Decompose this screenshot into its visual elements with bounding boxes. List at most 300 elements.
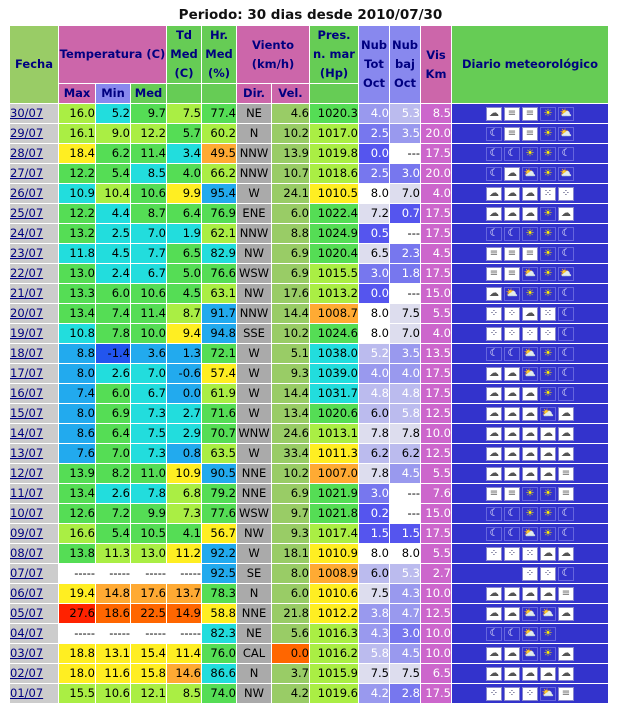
med-temp-cell: 7.7: [131, 244, 166, 263]
dewpoint-cell: 11.4: [167, 644, 201, 663]
diario-cell: [452, 604, 608, 623]
table-row: [10, 444, 608, 463]
partly-cloudy-icon: ⛅: [541, 687, 555, 699]
min-temp-cell: -----: [96, 564, 130, 583]
med-temp-cell: 22.5: [131, 604, 166, 623]
humidity-cell: 92.5: [202, 564, 236, 583]
cloud-total-cell: 3.8: [359, 604, 389, 623]
max-temp-cell: 18.4: [59, 144, 95, 163]
sun-icon: ☀: [540, 127, 556, 141]
date-cell: [10, 644, 58, 663]
date-link[interactable]: 16/07: [10, 386, 44, 400]
med-temp-cell: 7.5: [131, 424, 166, 443]
cloud-total-cell: 7.5: [359, 584, 389, 603]
humidity-cell: 56.7: [202, 524, 236, 543]
fog-icon: ≡: [558, 487, 574, 501]
diario-cell: [452, 384, 608, 403]
pressure-cell: 1020.3: [310, 104, 358, 123]
cloud-total-cell: 5.2: [359, 344, 389, 363]
rain-icon: ⁘: [486, 547, 502, 561]
wind-dir-cell: NW: [237, 684, 271, 703]
med-temp-cell: 7.0: [131, 224, 166, 243]
showers-icon: ⁙: [522, 547, 538, 561]
min-temp-cell: 10.4: [96, 184, 130, 203]
partly-cloudy-icon: ⛅: [559, 267, 573, 279]
diario-cell: [452, 184, 608, 203]
empty-icon: [486, 567, 502, 581]
table-row: [10, 224, 608, 243]
visibility-cell: 20.0: [421, 164, 451, 183]
med-temp-cell: 6.7: [131, 264, 166, 283]
date-cell: [10, 284, 58, 303]
cloud-icon: ☁: [486, 427, 502, 441]
table-row: [10, 124, 608, 143]
max-temp-cell: 27.6: [59, 604, 95, 623]
wind-vel-cell: 13.9: [272, 144, 309, 163]
min-temp-cell: 2.6: [96, 364, 130, 383]
pressure-cell: 1024.9: [310, 224, 358, 243]
date-cell: [10, 544, 58, 563]
sun-icon: ☀: [540, 267, 556, 281]
moon-icon: ☾: [504, 507, 520, 521]
date-cell: [10, 584, 58, 603]
wind-dir-cell: WSW: [237, 264, 271, 283]
cloud-low-cell: ---: [390, 504, 420, 523]
cloud-icon: ☁: [504, 187, 520, 201]
cloud-total-cell: 8.0: [359, 184, 389, 203]
cloud-total-cell: 8.0: [359, 304, 389, 323]
sun-icon: ☀: [540, 207, 556, 221]
date-link[interactable]: 04/07: [10, 626, 44, 640]
cloud-icon: ☁: [558, 667, 574, 681]
visibility-cell: 10.0: [421, 624, 451, 643]
cloud-icon: ☁: [504, 387, 520, 401]
date-link[interactable]: 15/07: [10, 406, 44, 420]
table-row: [10, 204, 608, 223]
fog-icon: ≡: [486, 247, 502, 261]
wind-vel-cell: 9.3: [272, 524, 309, 543]
date-cell: [10, 384, 58, 403]
max-temp-cell: 8.6: [59, 424, 95, 443]
date-link[interactable]: 12/07: [10, 466, 44, 480]
date-link[interactable]: 23/07: [10, 246, 44, 260]
date-link[interactable]: 09/07: [10, 526, 44, 540]
date-link[interactable]: 14/07: [10, 426, 44, 440]
visibility-cell: 7.6: [421, 484, 451, 503]
max-temp-cell: 12.2: [59, 164, 95, 183]
min-temp-cell: 5.2: [96, 104, 130, 123]
humidity-cell: 92.2: [202, 544, 236, 563]
cloud-total-cell: 4.0: [359, 104, 389, 123]
wind-dir-cell: NNW: [237, 144, 271, 163]
wind-vel-cell: 10.2: [272, 464, 309, 483]
date-cell: [10, 624, 58, 643]
date-cell: [10, 104, 58, 123]
wind-vel-cell: 8.8: [272, 224, 309, 243]
cloud-icon: ☁: [558, 607, 574, 621]
date-link[interactable]: 30/07: [10, 106, 44, 120]
cloud-total-cell: 7.8: [359, 424, 389, 443]
humidity-cell: 49.5: [202, 144, 236, 163]
dewpoint-cell: 10.9: [167, 464, 201, 483]
cloud-icon: ☁: [486, 287, 502, 301]
med-temp-cell: 3.6: [131, 344, 166, 363]
cloud-low-cell: 6.2: [390, 444, 420, 463]
min-temp-cell: 4.4: [96, 204, 130, 223]
humidity-cell: 63.5: [202, 444, 236, 463]
humidity-cell: 94.8: [202, 324, 236, 343]
date-link[interactable]: 18/07: [10, 346, 44, 360]
med-temp-cell: -----: [131, 564, 166, 583]
date-cell: [10, 424, 58, 443]
dewpoint-cell: 3.4: [167, 144, 201, 163]
date-link[interactable]: 24/07: [10, 226, 44, 240]
cloud-icon: ☁: [558, 207, 574, 221]
moon-icon: ☾: [486, 147, 502, 161]
date-cell: [10, 124, 58, 143]
weather-table: [9, 25, 609, 704]
cloud-low-cell: 1.5: [390, 524, 420, 543]
table-row: [10, 384, 608, 403]
med-temp-cell: 6.7: [131, 384, 166, 403]
cloud-icon: ☁: [522, 387, 538, 401]
max-temp-cell: 12.2: [59, 204, 95, 223]
moon-icon: ☾: [486, 127, 502, 141]
visibility-cell: 10.0: [421, 424, 451, 443]
min-temp-cell: 6.0: [96, 284, 130, 303]
date-cell: [10, 524, 58, 543]
max-temp-cell: 19.4: [59, 584, 95, 603]
partly-cloudy-icon: ⛅: [559, 107, 573, 119]
diario-cell: [452, 504, 608, 523]
min-temp-cell: 6.4: [96, 424, 130, 443]
cloud-low-cell: 8.0: [390, 544, 420, 563]
wind-vel-cell: 6.9: [272, 484, 309, 503]
date-link[interactable]: 03/07: [10, 646, 44, 660]
diario-cell: [452, 624, 608, 643]
cloud-total-cell: 2.5: [359, 124, 389, 143]
empty-icon: [504, 567, 520, 581]
date-link[interactable]: 05/07: [10, 606, 44, 620]
cloud-total-cell: 0.0: [359, 144, 389, 163]
diario-cell: [452, 544, 608, 563]
wind-vel-cell: 10.2: [272, 324, 309, 343]
pressure-cell: 1018.6: [310, 164, 358, 183]
cloud-icon: ☁: [540, 587, 556, 601]
visibility-cell: 5.5: [421, 464, 451, 483]
pressure-cell: 1013.2: [310, 284, 358, 303]
dewpoint-cell: 8.5: [167, 684, 201, 703]
humidity-cell: 57.4: [202, 364, 236, 383]
wind-dir-cell: N: [237, 664, 271, 683]
wind-vel-cell: 3.7: [272, 664, 309, 683]
rain-icon: ⁘: [486, 307, 502, 321]
date-link[interactable]: 13/07: [10, 446, 44, 460]
med-temp-cell: 10.0: [131, 324, 166, 343]
min-temp-cell: 14.8: [96, 584, 130, 603]
table-row: [10, 284, 608, 303]
dewpoint-cell: 2.7: [167, 404, 201, 423]
cloud-icon: ☁: [486, 207, 502, 221]
dewpoint-cell: 7.3: [167, 504, 201, 523]
moon-cloud-icon: ☾: [558, 247, 574, 261]
cloud-icon: ☁: [522, 307, 538, 321]
date-cell: [10, 184, 58, 203]
visibility-cell: 15.0: [421, 504, 451, 523]
max-temp-cell: 10.8: [59, 324, 95, 343]
cloud-total-cell: 0.0: [359, 284, 389, 303]
date-cell: [10, 364, 58, 383]
wind-vel-cell: 33.4: [272, 444, 309, 463]
date-cell: [10, 224, 58, 243]
diario-cell: [452, 324, 608, 343]
moon-icon: ☾: [486, 507, 502, 521]
date-cell: [10, 684, 58, 703]
date-cell: [10, 484, 58, 503]
humidity-cell: 63.1: [202, 284, 236, 303]
sun-icon: ☀: [522, 227, 538, 241]
humidity-cell: 58.8: [202, 604, 236, 623]
min-temp-cell: 18.6: [96, 604, 130, 623]
visibility-cell: 17.5: [421, 144, 451, 163]
table-row: [10, 684, 608, 703]
diario-cell: [452, 564, 608, 583]
pressure-cell: 1020.4: [310, 244, 358, 263]
fog-icon: ≡: [504, 267, 520, 281]
cloud-total-cell: 4.0: [359, 364, 389, 383]
date-link[interactable]: 19/07: [10, 326, 44, 340]
date-link[interactable]: 11/07: [10, 486, 44, 500]
header-hr-blank: [202, 84, 236, 103]
date-cell: [10, 344, 58, 363]
dewpoint-cell: 4.1: [167, 524, 201, 543]
header-td-blank: [167, 84, 201, 103]
moon-icon: ☾: [558, 327, 574, 341]
date-link[interactable]: 22/07: [10, 266, 44, 280]
sun-icon: ☀: [522, 287, 538, 301]
date-cell: [10, 564, 58, 583]
cloud-icon: ☁: [522, 667, 538, 681]
date-link[interactable]: 02/07: [10, 666, 44, 680]
diario-cell: [452, 644, 608, 663]
cloud-low-cell: 4.8: [390, 384, 420, 403]
cloud-low-cell: 4.0: [390, 364, 420, 383]
header-vel: Vel.: [272, 84, 309, 103]
header-med: Med: [131, 84, 166, 103]
humidity-cell: 74.0: [202, 684, 236, 703]
table-row: [10, 324, 608, 343]
cloud-low-cell: 0.7: [390, 204, 420, 223]
dewpoint-cell: 9.4: [167, 324, 201, 343]
cloud-total-cell: 4.8: [359, 384, 389, 403]
med-temp-cell: 10.6: [131, 184, 166, 203]
cloud-total-cell: 3.0: [359, 484, 389, 503]
rain-icon: ⁘: [504, 687, 520, 701]
visibility-cell: 17.5: [421, 264, 451, 283]
cloud-total-cell: 0.5: [359, 224, 389, 243]
cloud-low-cell: 2.3: [390, 244, 420, 263]
cloud-low-cell: ---: [390, 144, 420, 163]
max-temp-cell: 11.8: [59, 244, 95, 263]
fog-icon: ≡: [486, 487, 502, 501]
date-link[interactable]: 08/07: [10, 546, 44, 560]
humidity-cell: 95.4: [202, 184, 236, 203]
diario-cell: [452, 344, 608, 363]
max-temp-cell: -----: [59, 564, 95, 583]
cloud-icon: ☁: [522, 467, 538, 481]
date-link[interactable]: 10/07: [10, 506, 44, 520]
humidity-cell: 61.9: [202, 384, 236, 403]
sun-icon: ☀: [540, 227, 556, 241]
moon-icon: ☾: [486, 627, 502, 641]
dewpoint-cell: 6.5: [167, 244, 201, 263]
cloud-icon: ☁: [504, 447, 520, 461]
wind-dir-cell: N: [237, 584, 271, 603]
date-link[interactable]: 20/07: [10, 306, 44, 320]
date-link[interactable]: 27/07: [10, 166, 44, 180]
cloud-low-cell: 7.0: [390, 184, 420, 203]
max-temp-cell: 18.0: [59, 664, 95, 683]
rain-icon: ⁘: [522, 687, 538, 701]
wind-dir-cell: NNW: [237, 304, 271, 323]
pressure-cell: 1024.6: [310, 324, 358, 343]
humidity-cell: 76.0: [202, 644, 236, 663]
showers-icon: ⁙: [540, 187, 556, 201]
dewpoint-cell: 0.8: [167, 444, 201, 463]
med-temp-cell: 9.7: [131, 104, 166, 123]
med-temp-cell: 7.3: [131, 404, 166, 423]
humidity-cell: 78.3: [202, 584, 236, 603]
date-link[interactable]: 28/07: [10, 146, 44, 160]
date-link[interactable]: 17/07: [10, 366, 44, 380]
date-link[interactable]: 26/07: [10, 186, 44, 200]
partly-cloudy-icon: ⛅: [523, 347, 537, 359]
fog-icon: ≡: [522, 247, 538, 261]
pressure-cell: 1022.4: [310, 204, 358, 223]
header-nub-baj: Nub baj Oct: [390, 26, 420, 103]
visibility-cell: 4.0: [421, 184, 451, 203]
sun-icon: ☀: [540, 167, 556, 181]
diario-cell: [452, 684, 608, 703]
cloud-total-cell: 7.8: [359, 464, 389, 483]
cloud-low-cell: ---: [390, 484, 420, 503]
partly-cloudy-icon: ⛅: [559, 167, 573, 179]
visibility-cell: 12.5: [421, 604, 451, 623]
visibility-cell: 12.5: [421, 444, 451, 463]
header-temperatura: Temperatura (C): [59, 26, 166, 83]
sun-icon: ☀: [540, 247, 556, 261]
table-row: [10, 464, 608, 483]
sun-icon: ☀: [540, 507, 556, 521]
cloud-icon: ☁: [558, 447, 574, 461]
dewpoint-cell: 2.9: [167, 424, 201, 443]
date-link[interactable]: 25/07: [10, 206, 44, 220]
wind-dir-cell: NW: [237, 244, 271, 263]
med-temp-cell: 15.4: [131, 644, 166, 663]
visibility-cell: 6.5: [421, 664, 451, 683]
date-cell: [10, 204, 58, 223]
moon-cloud-icon: ☾: [558, 387, 574, 401]
moon-icon: ☾: [504, 227, 520, 241]
moon-icon: ☾: [558, 347, 574, 361]
date-link[interactable]: 21/07: [10, 286, 44, 300]
date-cell: [10, 464, 58, 483]
moon-icon: ☾: [504, 627, 520, 641]
min-temp-cell: 7.8: [96, 324, 130, 343]
diario-cell: [452, 104, 608, 123]
date-link[interactable]: 01/07: [10, 686, 44, 700]
pressure-cell: 1008.9: [310, 564, 358, 583]
diario-cell: [452, 124, 608, 143]
max-temp-cell: 8.0: [59, 404, 95, 423]
humidity-cell: 79.2: [202, 484, 236, 503]
date-link[interactable]: 29/07: [10, 126, 44, 140]
table-row: [10, 104, 608, 123]
cloud-total-cell: 6.0: [359, 564, 389, 583]
sun-icon: ☀: [522, 487, 538, 501]
pressure-cell: 1010.5: [310, 184, 358, 203]
humidity-cell: 82.9: [202, 244, 236, 263]
cloud-icon: ☁: [504, 587, 520, 601]
wind-vel-cell: 6.0: [272, 204, 309, 223]
cloud-icon: ☁: [486, 667, 502, 681]
dewpoint-cell: -0.6: [167, 364, 201, 383]
date-cell: [10, 304, 58, 323]
rain-icon: ⁘: [522, 327, 538, 341]
wind-dir-cell: NW: [237, 524, 271, 543]
diario-cell: [452, 524, 608, 543]
table-row: [10, 404, 608, 423]
wind-dir-cell: NNE: [237, 484, 271, 503]
table-row: [10, 564, 608, 583]
moon-cloud-icon: ☾: [558, 227, 574, 241]
moon-icon: ☾: [486, 167, 502, 181]
diario-cell: [452, 484, 608, 503]
cloud-icon: ☁: [522, 207, 538, 221]
max-temp-cell: 7.4: [59, 384, 95, 403]
moon-cloud-icon: ☾: [504, 147, 520, 161]
date-link[interactable]: 06/07: [10, 586, 44, 600]
date-link[interactable]: 07/07: [10, 566, 44, 580]
min-temp-cell: 11.6: [96, 664, 130, 683]
date-cell: [10, 144, 58, 163]
header-min: Min: [96, 84, 130, 103]
max-temp-cell: 13.8: [59, 544, 95, 563]
pressure-cell: 1012.2: [310, 604, 358, 623]
cloud-icon: ☁: [522, 187, 538, 201]
table-row: [10, 624, 608, 643]
header-pres-blank: [310, 84, 358, 103]
cloud-icon: ☁: [486, 107, 502, 121]
pressure-cell: 1015.5: [310, 264, 358, 283]
cloud-icon: ☁: [486, 467, 502, 481]
cloud-total-cell: 6.2: [359, 444, 389, 463]
wind-vel-cell: 13.4: [272, 404, 309, 423]
diario-cell: [452, 164, 608, 183]
wind-dir-cell: W: [237, 384, 271, 403]
header-viento: Viento (km/h): [237, 26, 309, 83]
fog-icon: ≡: [504, 487, 520, 501]
wind-dir-cell: NW: [237, 284, 271, 303]
header-hr: Hr. Med (%): [202, 26, 236, 83]
wind-vel-cell: 14.4: [272, 384, 309, 403]
partly-cloudy-icon: ⛅: [541, 607, 555, 619]
max-temp-cell: 7.6: [59, 444, 95, 463]
visibility-cell: 17.5: [421, 684, 451, 703]
cloud-icon: ☁: [558, 427, 574, 441]
cloud-icon: ☁: [558, 547, 574, 561]
partly-cloudy-icon: ⛅: [523, 607, 537, 619]
